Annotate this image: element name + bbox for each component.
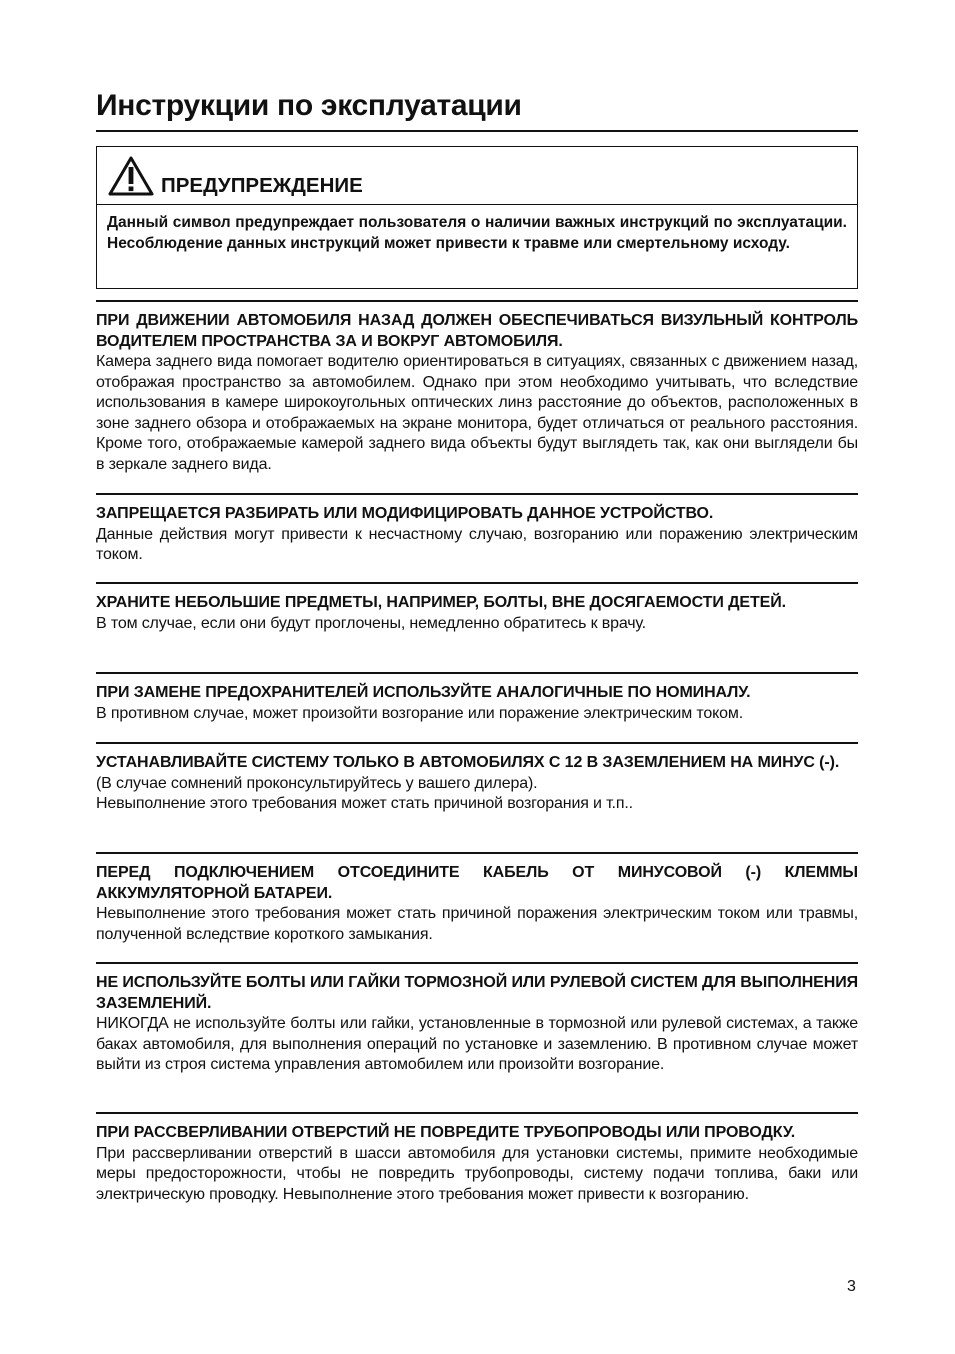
section-body [96, 1014, 858, 1076]
section-body [96, 525, 858, 566]
section-heading: ХРАНИТЕ НЕБОЛЬШИЕ ПРЕДМЕТЫ, НАПРИМЕР, БОЛТЫ, ВНЕ ДОСЯГАЕМОСТИ ДЕТЕЙ. [96, 594, 786, 611]
section-body [96, 704, 858, 725]
section-heading: ЗАПРЕЩАЕТСЯ РАЗБИРАТЬ ИЛИ МОДИФИЦИРОВАТЬ ДАННОЕ УСТРОЙСТВО. [96, 505, 714, 522]
section-body [96, 1144, 858, 1206]
section-divider [96, 672, 858, 674]
section-drilling [96, 1112, 858, 1205]
section-divider [96, 300, 858, 302]
section-divider [96, 493, 858, 495]
warning-heading: ПРЕДУПРЕЖДЕНИЕ [161, 174, 363, 197]
section-heading: НЕ ИСПОЛЬЗУЙТЕ БОЛТЫ ИЛИ ГАЙКИ ТОРМОЗНОЙ ИЛИ РУЛЕВОЙ СИСТЕМ ДЛЯ ВЫПОЛНЕНИЯ ЗАЗЕМЛЕНИЙ. [96, 974, 858, 1012]
warning-box [96, 146, 858, 289]
section-heading: УСТАНАВЛИВАЙТЕ СИСТЕМУ ТОЛЬКО В АВТОМОБИЛЯХ С 12 В ЗАЗЕМЛЕНИЕМ НА МИНУС (-). [96, 754, 840, 771]
warning-text: Данный символ предупреждает пользователя о наличии важных инструкций по эксплуатации. Несоблюдение данных инструкций может привести к травме или смертельному исходу. [107, 214, 847, 252]
section-heading: ПРИ ДВИЖЕНИИ АВТОМОБИЛЯ НАЗАД ДОЛЖЕН ОБЕСПЕЧИВАТЬСЯ ВИЗУЛЬНЫЙ КОНТРОЛЬ ВОДИТЕЛЕМ ПРОСТРАНСТВА ЗА И ВОКРУГ АВТОМОБИЛЯ. [96, 312, 858, 350]
section-heading: ПЕРЕД ПОДКЛЮЧЕНИЕМ ОТСОЕДИНИТЕ КАБЕЛЬ ОТ МИНУСОВОЙ (-) КЛЕММЫ АККУМУЛЯТОРНОЙ БАТАРЕИ. [96, 864, 858, 902]
title-divider [96, 130, 858, 132]
section-rear-view [96, 300, 858, 475]
section-body [96, 614, 858, 635]
section-body [96, 774, 858, 815]
section-text: (В случае сомнений проконсультируйтесь у вашего дилера). [96, 774, 538, 792]
warning-header [97, 147, 857, 205]
warning-triangle-icon [107, 155, 155, 197]
section-12v-ground [96, 742, 858, 815]
section-text: В противном случае, может произойти возгорание или поражение электрическим током. [96, 704, 744, 722]
section-divider [96, 582, 858, 584]
section-fuses [96, 672, 858, 724]
section-divider [96, 962, 858, 964]
section-text: НИКОГДА не используйте болты или гайки, установленные в тормозной или рулевой системах, а также баках автомобиля, для выполнения операций по установке и заземлению. В противном случае может выйти из строя система управления автомобилем или произойти возгорание. [96, 1015, 858, 1073]
section-text: При рассверливании отверстий в шасси автомобиля для установки системы, примите необходимые меры предосторожности, чтобы не повредить трубопроводы, систему подачи топлива, баки или электрическую проводку. Невыполнение этого требования может привести к возгоранию. [96, 1144, 858, 1203]
page-title: Инструкции по эксплуатации [96, 89, 522, 122]
section-body [96, 904, 858, 945]
section-text: В том случае, если они будут проглочены, немедленно обратитесь к врачу. [96, 614, 646, 632]
section-body [96, 352, 858, 475]
section-text: Невыполнение этого требования может стать причиной возгорания и т.п.. [96, 795, 633, 812]
section-divider [96, 852, 858, 854]
section-heading: ПРИ РАССВЕРЛИВАНИИ ОТВЕРСТИЙ НЕ ПОВРЕДИТЕ ТРУБОПРОВОДЫ ИЛИ ПРОВОДКУ. [96, 1124, 796, 1141]
section-text: Данные действия могут привести к несчастному случаю, возгоранию или поражению электрическим током. [96, 525, 858, 563]
section-no-disassembly [96, 493, 858, 566]
page-number: 3 [847, 1278, 856, 1295]
section-text: Невыполнение этого требования может стать причиной поражения электрическим током или травмы, полученной вследствие короткого замыкания. [96, 905, 858, 943]
section-divider [96, 1112, 858, 1114]
section-divider [96, 742, 858, 744]
section-battery [96, 852, 858, 945]
section-grounding-bolts [96, 962, 858, 1076]
section-small-objects [96, 582, 858, 634]
section-text: Камера заднего вида помогает водителю ориентироваться в ситуациях, связанных с движением назад, отображая пространство за автомобилем. Однако при этом необходимо учитывать, что вследствие использования в камере широкоугольных оптических линз расстояние до объектов, расположенных в зоне заднего обзора и отображаемых на экране монитора, будет отличаться от реального расстояния. Кроме того, отображаемые камерой заднего вида объекты будут выглядеть так, как они выглядели бы в зеркале заднего вида. [96, 353, 858, 473]
section-heading: ПРИ ЗАМЕНЕ ПРЕДОХРАНИТЕЛЕЙ ИСПОЛЬЗУЙТЕ АНАЛОГИЧНЫЕ ПО НОМИНАЛУ. [96, 684, 751, 701]
